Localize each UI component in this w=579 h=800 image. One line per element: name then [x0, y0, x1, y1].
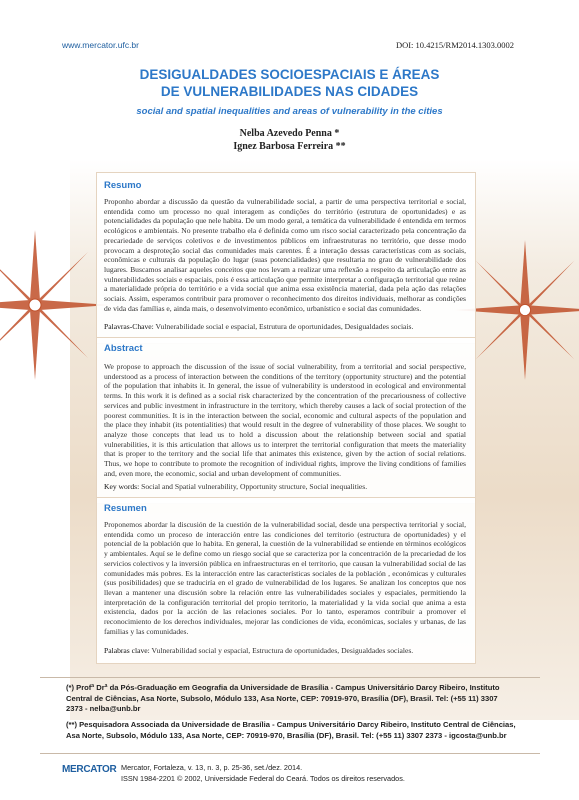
- footer-divider: [40, 753, 540, 754]
- issn-line: ISSN 1984-2201 © 2002, Universidade Federal do Ceará. Todos os direitos reservados.: [121, 774, 405, 783]
- resumen-keywords-text: Vulnerabilidad social y espacial, Estructura de oportunidades, Desigualdades sociales.: [151, 646, 414, 655]
- article-title: [60, 66, 519, 100]
- mercator-logo-text: MERCATOR: [62, 764, 117, 775]
- author-1: Nelba Azevedo Penna *: [239, 128, 340, 139]
- resumo-keywords: [104, 322, 466, 331]
- resumo-heading: Resumo: [104, 180, 142, 191]
- abstract-keywords-label: Key words:: [104, 482, 140, 491]
- abstract-keywords: [104, 482, 466, 491]
- footnote-author-1: (*) Profª Drª da Pós-Graduação em Geografia da Universidade de Brasília - Campus Universitário Darcy Ribeiro, Instituto Central de Ciências, Asa Norte, Subsolo, Módulo 133, Asa Norte, CEP: 70919-970, Brasília (DF), Brasil. Tel: (+55 11) 3307 2373 - nelba@unb.br: [66, 683, 500, 713]
- author-2: Ignez Barbosa Ferreira **: [233, 141, 346, 152]
- journal-url-link[interactable]: www.mercator.ufc.br: [62, 40, 139, 50]
- abstract-heading: Abstract: [104, 343, 143, 354]
- abstract-text: We propose to approach the discussion of the issue of social vulnerability, from a territorial and social perspective, understood as a process of interaction between the conditions of the territory (opportunity structure) and the potential of the population that inhabits it. In general, the issue of vulnerability is understood in ecological and environmental terms. In this work it is defined as a social risk characterized by the concentration of the precariousness of collective services and public investment in infrastructure in the territory, which thereby causes a lack of social protection of the poorest communities. It is in the interaction between the social, economic and cultural aspects of the population and the place they inhabit (its potentialities) that would result in the degree of vulnerability of those places. We sought to analyze those concepts that lead us to hold a discussion about the relationship between social and spatial vulnerabilities, it is this articulation that allows us to interpret the territorial configuration that meets the materiality that is proper to the territory and the social life that animates this existence, given by the action of social relations. Thus, we hope to contribute to promote the recognition of individual rights, improve the living conditions of families and, even more, the economic, social and urban development of communities.: [104, 362, 466, 478]
- resumo-keywords-text: Vulnerabilidade social e espacial, Estrutura de oportunidades, Desigualdades sociais.: [155, 322, 414, 331]
- resumen-heading: Resumen: [104, 503, 147, 514]
- title-line-2: DE VULNERABILIDADES NAS CIDADES: [160, 84, 419, 99]
- compass-star-left-icon: [0, 230, 110, 380]
- resumen-keywords: [104, 646, 466, 655]
- author-list: [60, 127, 519, 153]
- resumo-text: Proponho abordar a discussão da questão da vulnerabilidade social, a partir de uma perspectiva territorial e social, entendida como um processo no qual interagem as condições do território (estrutura de oportunidades) e as potencialidades da população que nele habita. De um modo geral, a temática da vulnerabilidade é entendida em termos ecológicos e ambientais. No presente trabalho ela é definida como um risco social caracterizado pela concentração da precariedade de serviços coletivos e de investimentos públicos em infraestruturas no território, que desse modo provocam a desproteção social das comunidades mais carentes. É a interação dessas características com as sociais, econômicas e culturais da população do lugar (suas potencialidades) que resultaria no grau de vulnerabilidade dos lugares. Buscamos analisar aqueles conceitos que nos levam a realizar uma reflexão a respeito da articulação entre as vulnerabilidades sociais e espaciais, pois é essa articulação que permite interpretar a configuração territorial que reúne a materialidade própria do território e a vida social que anima essa existência material, dada pela ação das relações sociais. Assim, esperamos contribuir para promover o reconhecimento dos direitos individuais, melhorar as condições de vida das famílias e, ainda mais, o desenvolvimento econômico, urbanístico e social das comunidades.: [104, 197, 466, 313]
- footnote-divider: [40, 677, 540, 678]
- article-subtitle: social and spatial inequalities and areas of vulnerability in the cities: [136, 106, 443, 117]
- resumen-text: Proponemos abordar la discusión de la cuestión de la vulnerabilidad social, desde una perspectiva territorial y social, entendida como un proceso de interacción entre las condiciones del territorio (estructura de oportunidades) y el potencial de la población que lo habita. En general, la cuestión de la vulnerabilidad se entiende en términos ecológicos y ambientales. Aquí se le define como un riesgo social que se caracteriza por la concentración de la precariedad de los servicios colectivos y la inversión pública en infraestructuras en el territorio, que causan la vulnerabilidad social de las comunidades más pobres. Es la interacción entre las características sociales de la población , económicas y culturales (sus posibilidades) que se traduciría en el grado de vulnerabilidad de los lugares. Se analizan los conceptos que nos llevan a mantener una discusión sobre la relación entre las vulnerabilidades sociales y espaciales, permitiendo la interpretación de la configuración territorial del propio territorio, la materialidad y la vida social que anima a esta existencia, dados por la acción de las relaciones sociales. Por lo tanto, esperamos contribuir a promover el reconocimiento de los derechos individuales, mejorar las condiciones de vida, económicas, sociales y urbanas, de las familias y las comunidades.: [104, 520, 466, 636]
- title-line-1: DESIGUALDADES SOCIOESPACIAIS E ÁREAS: [139, 67, 440, 82]
- journal-citation: [121, 762, 405, 784]
- footnote-author-2: (**) Pesquisadora Associada da Universidade de Brasília - Campus Universitário Darcy Ribeiro, Instituto Central de Ciências, Asa Norte, Subsolo, Módulo 133, Asa Norte, CEP: 70919-970, Brasília (DF), Brasil. Tel: (+55 11) 3307 2373 - igcosta@unb.br: [66, 720, 516, 740]
- doi-label: DOI: 10.4215/RM2014.1303.0002: [395, 40, 514, 50]
- citation-line: Mercator, Fortaleza, v. 13, n. 3, p. 25-36, set./dez. 2014.: [121, 763, 303, 772]
- resumo-keywords-label: Palavras-Chave:: [104, 322, 154, 331]
- abstract-keywords-text: Social and Spatial vulnerability, Opportunity structure, Social inequalities.: [141, 482, 368, 491]
- mercator-logo: [62, 764, 116, 775]
- resumen-keywords-label: Palabras clave:: [104, 646, 150, 655]
